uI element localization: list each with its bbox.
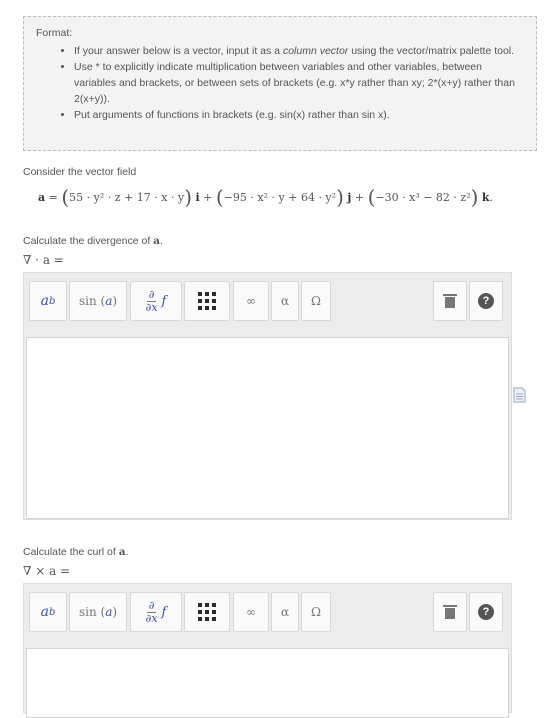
power-button[interactable]: a b	[29, 281, 67, 321]
help-button[interactable]	[469, 592, 503, 632]
function-button[interactable]: sin ( a )	[69, 281, 127, 321]
k-component: −30 · x³ − 82 · z²	[375, 191, 471, 204]
math-toolbar	[24, 584, 511, 642]
help-icon: ?	[478, 604, 494, 620]
i-component: 55 · y² · z + 17 · x · y	[69, 191, 185, 204]
divergence-label: ∇ · a =	[23, 253, 64, 267]
matrix-icon	[198, 292, 216, 310]
alpha-button[interactable]: α	[271, 592, 299, 632]
question-intro: Consider the vector field	[23, 166, 137, 178]
vector-field-equation: a = (55 · y² · z + 17 · x · y) i + (−95 · x² · y + 64 · y²) j + (−30 · x³ − 82 · z²) k.	[38, 185, 494, 209]
divergence-editor	[23, 272, 512, 520]
derivative-button[interactable]: $\frac{\partial}{\partial x}$ f	[130, 592, 182, 632]
divergence-prompt: Calculate the divergence of a.	[23, 235, 163, 247]
derivative-button[interactable]: $\frac{\partial}{\partial x}$ f	[130, 281, 182, 321]
omega-button[interactable]: Ω	[301, 281, 331, 321]
matrix-button[interactable]	[184, 592, 230, 632]
matrix-button[interactable]	[184, 281, 230, 321]
clear-button[interactable]	[433, 281, 467, 321]
document-icon[interactable]	[513, 387, 526, 403]
curl-answer-input[interactable]	[26, 648, 509, 718]
function-button[interactable]: sin ( a )	[69, 592, 127, 632]
j-component: −95 · x² · y + 64 · y²	[223, 191, 337, 204]
curl-prompt: Calculate the curl of a.	[23, 546, 129, 558]
power-button[interactable]: a b	[29, 592, 67, 632]
infinity-button[interactable]: ∞	[233, 592, 269, 632]
format-instructions	[23, 16, 537, 151]
curl-editor	[23, 583, 512, 713]
format-title: Format:	[36, 27, 73, 39]
format-item-vector: • If your answer below is a vector, input it as a column vector using the vector/matrix palette tool.	[74, 43, 524, 59]
curl-label: ∇ × a =	[23, 564, 71, 578]
trash-icon	[444, 294, 456, 308]
help-button[interactable]	[469, 281, 503, 321]
clear-button[interactable]	[433, 592, 467, 632]
format-list	[36, 43, 524, 123]
format-item-multiplication: • Use * to explicitly indicate multiplication between variables and other variables, between variables and brackets, or between sets of brackets (e.g. x*y rather than xy; 2*(x+y) rather than 2(x+y)).	[74, 59, 524, 107]
help-icon: ?	[478, 293, 494, 309]
alpha-button[interactable]: α	[271, 281, 299, 321]
trash-icon	[444, 605, 456, 619]
omega-button[interactable]: Ω	[301, 592, 331, 632]
divergence-answer-input[interactable]	[26, 337, 509, 519]
matrix-icon	[198, 603, 216, 621]
infinity-button[interactable]: ∞	[233, 281, 269, 321]
math-toolbar	[24, 273, 511, 331]
format-item-functions: • Put arguments of functions in brackets (e.g. sin(x) rather than sin x).	[74, 107, 524, 123]
